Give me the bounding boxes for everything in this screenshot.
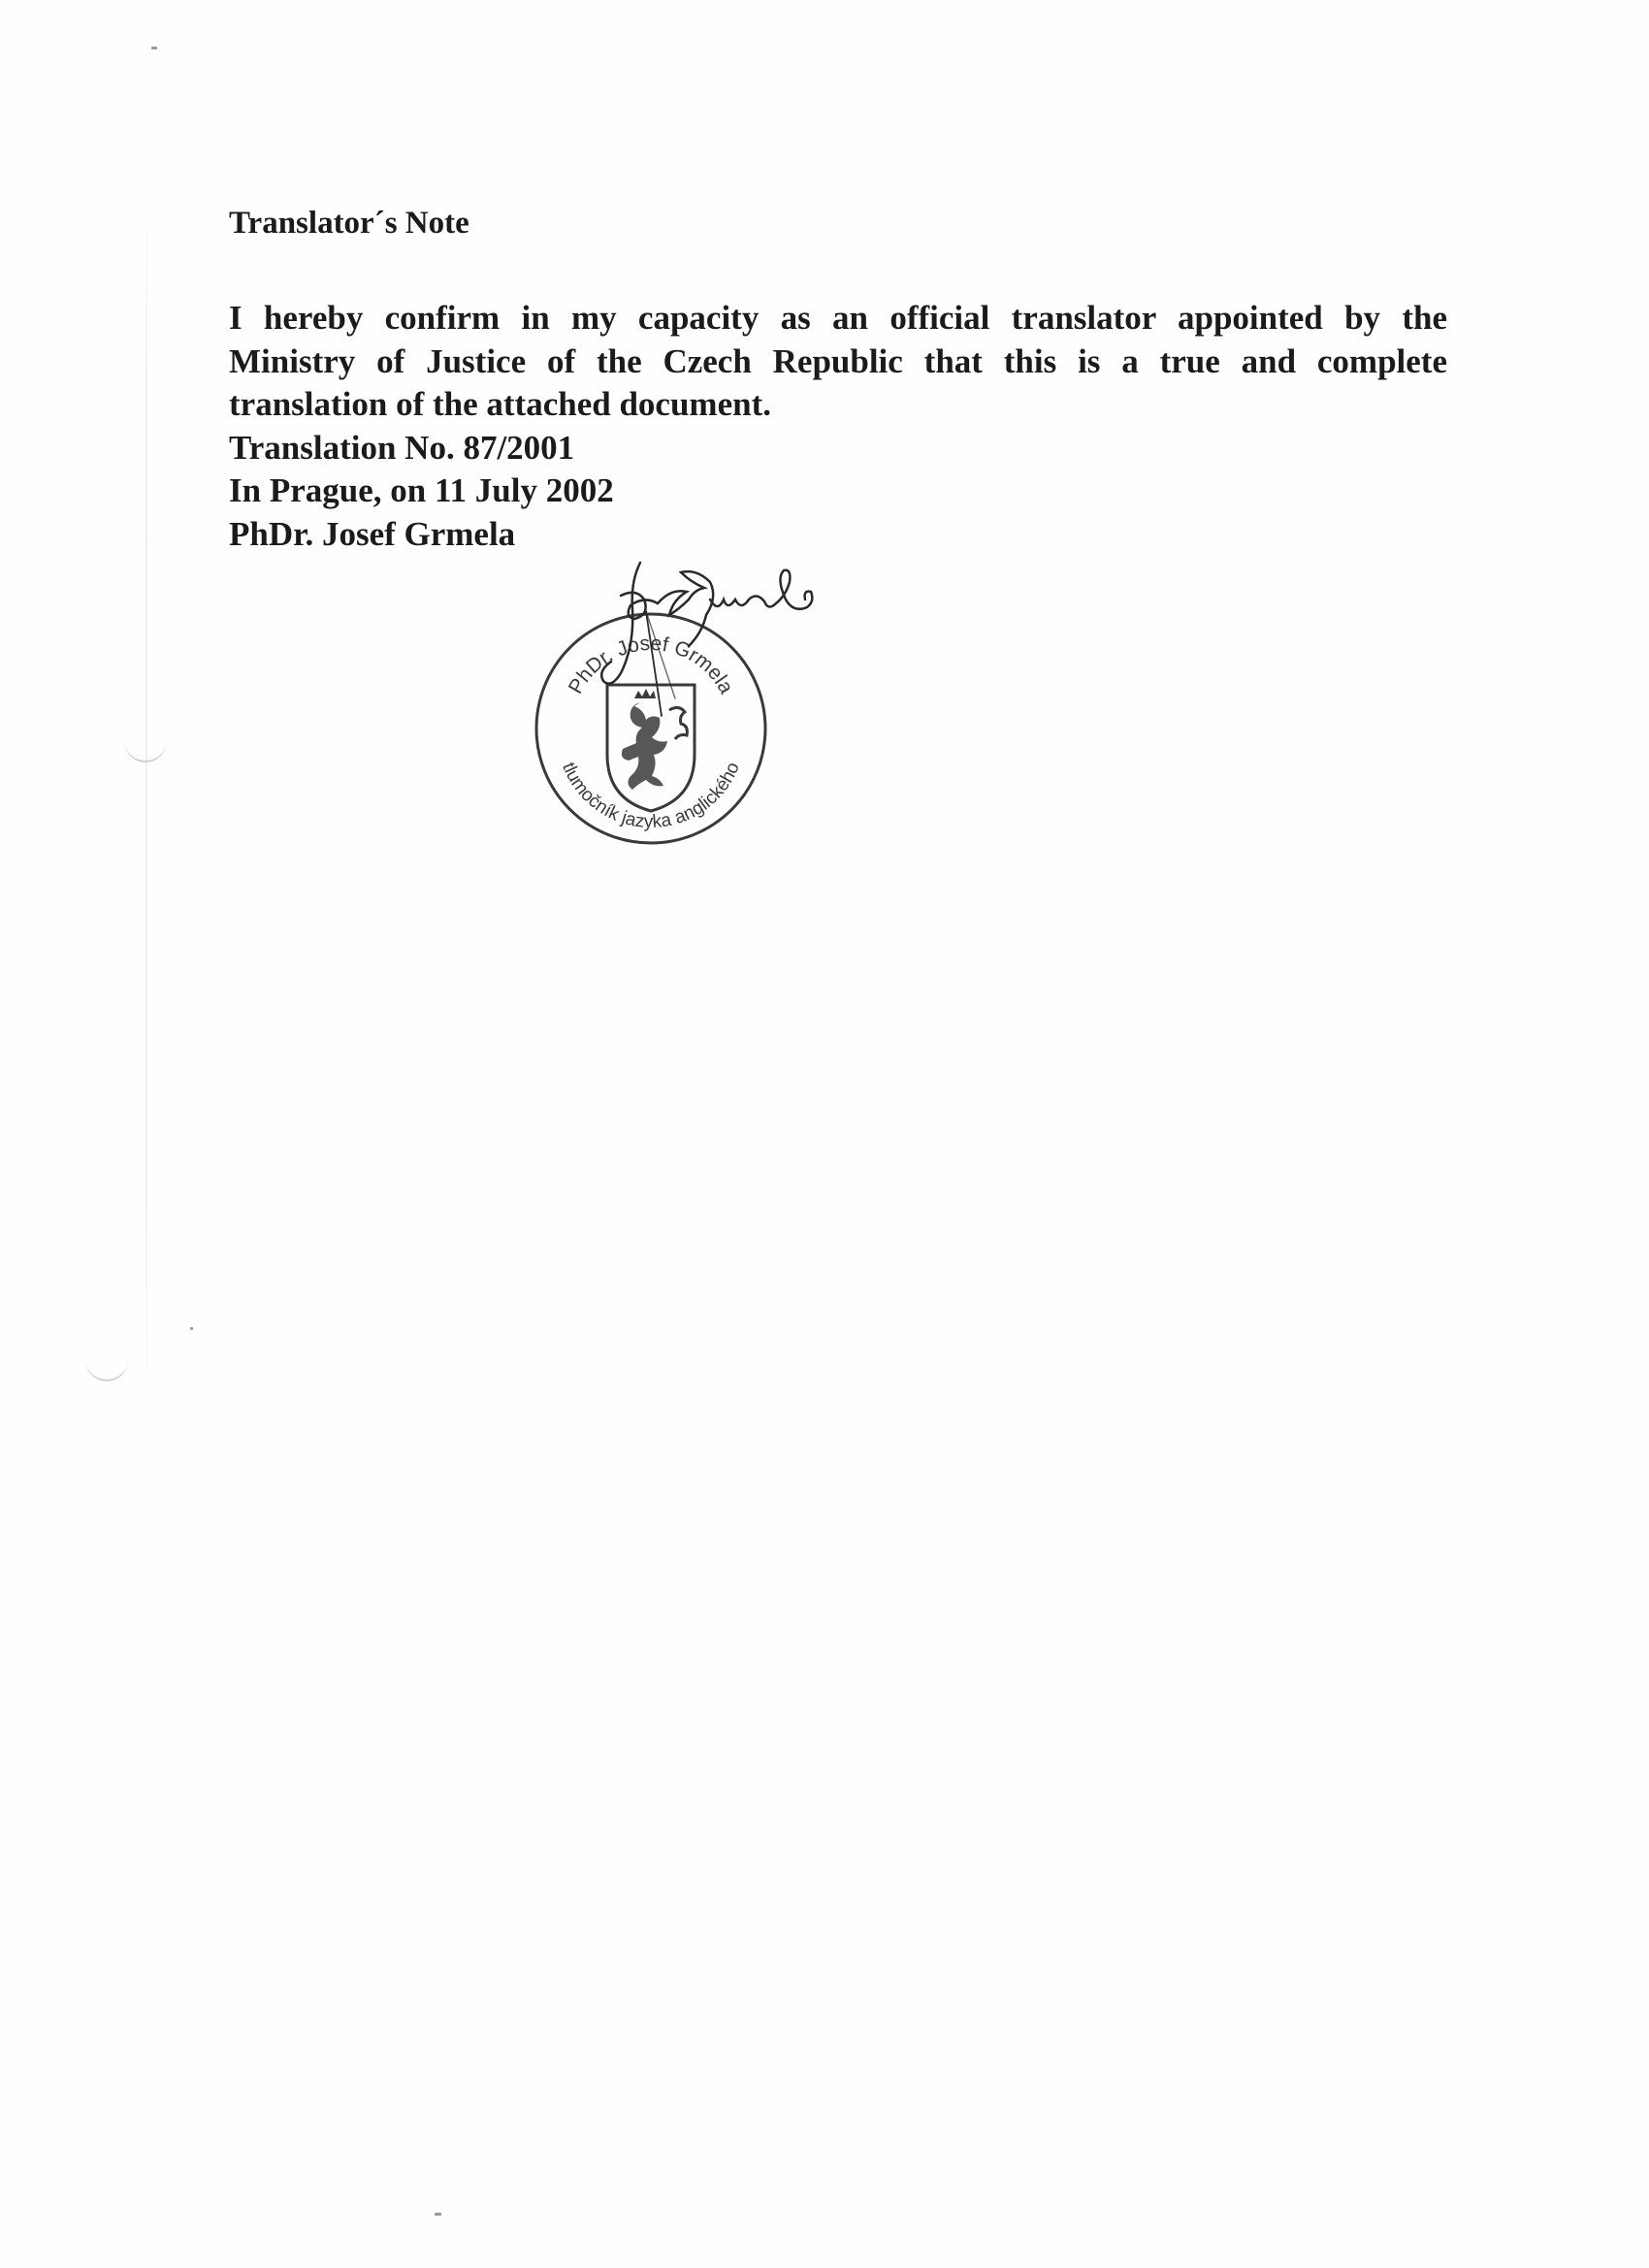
note-heading: Translator´s Note	[229, 206, 469, 241]
place-and-date: In Prague, on 11 July 2002	[229, 471, 614, 509]
seal-bottom-text: tlumočník jazyka anglického	[558, 759, 744, 833]
scan-shadow	[146, 175, 147, 1436]
punch-hole-mark	[124, 739, 167, 762]
handwritten-signature	[582, 553, 854, 718]
scan-speck	[435, 2213, 441, 2216]
translation-number: Translation No. 87/2001	[229, 428, 575, 467]
confirmation-line: Ministry of Justice of the Czech Republic that this is a true and complete	[229, 341, 1447, 380]
translator-name: PhDr. Josef Grmela	[229, 514, 516, 553]
seal-top-text: PhDr. Josef Grmela	[564, 632, 738, 698]
confirmation-line: translation of the attached document.	[229, 385, 771, 423]
punch-hole-mark	[85, 1358, 128, 1381]
note-body	[229, 297, 1447, 556]
scan-speck	[190, 1327, 193, 1330]
scan-speck	[151, 47, 157, 49]
confirmation-line: I hereby confirm in my capacity as an official translator appointed by the	[229, 299, 1447, 337]
